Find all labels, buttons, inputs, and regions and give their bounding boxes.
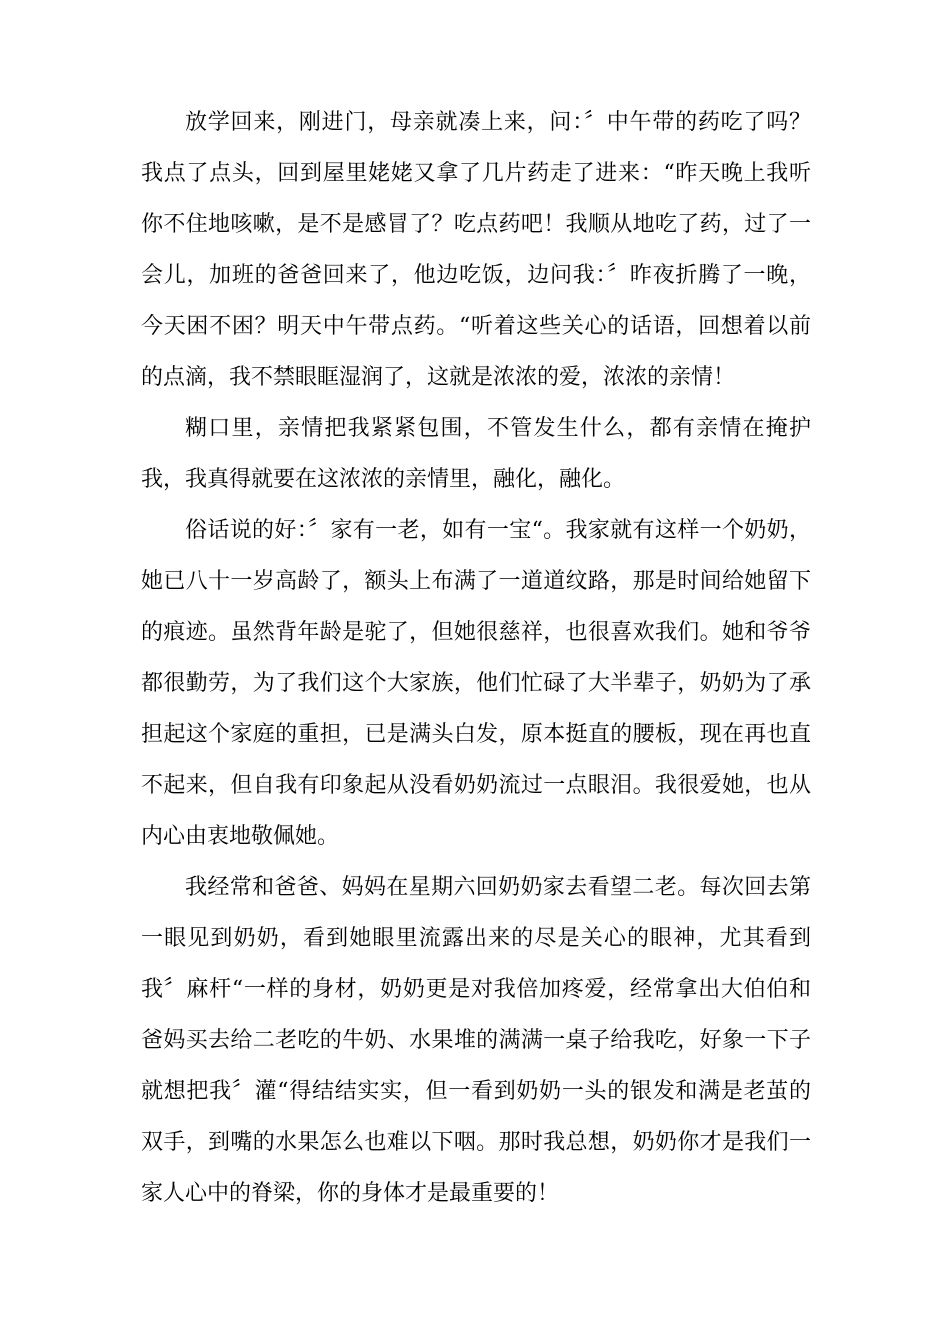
- paragraph-1: 放学回来，刚进门，母亲就凑上来，问：〞中午带的药吃了吗？我点了点头，回到屋里姥姥又拿了几片药走了进来：“昨天晚上我听你不住地咳嗽，是不是感冒了？吃点药吧！我顺从地吃了药，过了一会儿，加班的爸爸回来了，他边吃饭，边问我：〞昨夜折腾了一晚，今天困不困？明天中午带点药。“听着这些关心的话语，回想着以前的点滴，我不禁眼眶湿润了，这就是浓浓的爱，浓浓的亲情！: [141, 110, 811, 390]
- paragraph-2: 糊口里，亲情把我紧紧包围，不管发生什么，都有亲情在掩护我，我真得就要在这浓浓的亲情里，融化，融化。: [141, 416, 811, 492]
- paragraph-4: 我经常和爸爸、妈妈在星期六回奶奶家去看望二老。每次回去第一眼见到奶奶，看到她眼里流露出来的尽是关心的眼神，尤其看到我〞麻杆“一样的身材，奶奶更是对我倍加疼爱，经常拿出大伯伯和爸妈买去给二老吃的牛奶、水果堆的满满一桌子给我吃，好象一下子就想把我〞灌“得结结实实，但一看到奶奶一头的银发和满是老茧的双手，到嘴的水果怎么也难以下咽。那时我总想，奶奶你才是我们一家人心中的脊梁，你的身体才是最重要的！: [141, 875, 811, 1206]
- document-body: [141, 97, 811, 1219]
- paragraph-3: 俗话说的好：〞家有一老，如有一宝“。我家就有这样一个奶奶，她已八十一岁高龄了，额头上布满了一道道纹路，那是时间给她留下的痕迹。虽然背年龄是驼了，但她很慈祥，也很喜欢我们。她和爷爷都很勤劳，为了我们这个大家族，他们忙碌了大半辈子，奶奶为了承担起这个家庭的重担，已是满头白发，原本挺直的腰板，现在再也直不起来，但自我有印象起从没看奶奶流过一点眼泪。我很爱她，也从内心由衷地敬佩她。: [141, 518, 811, 849]
